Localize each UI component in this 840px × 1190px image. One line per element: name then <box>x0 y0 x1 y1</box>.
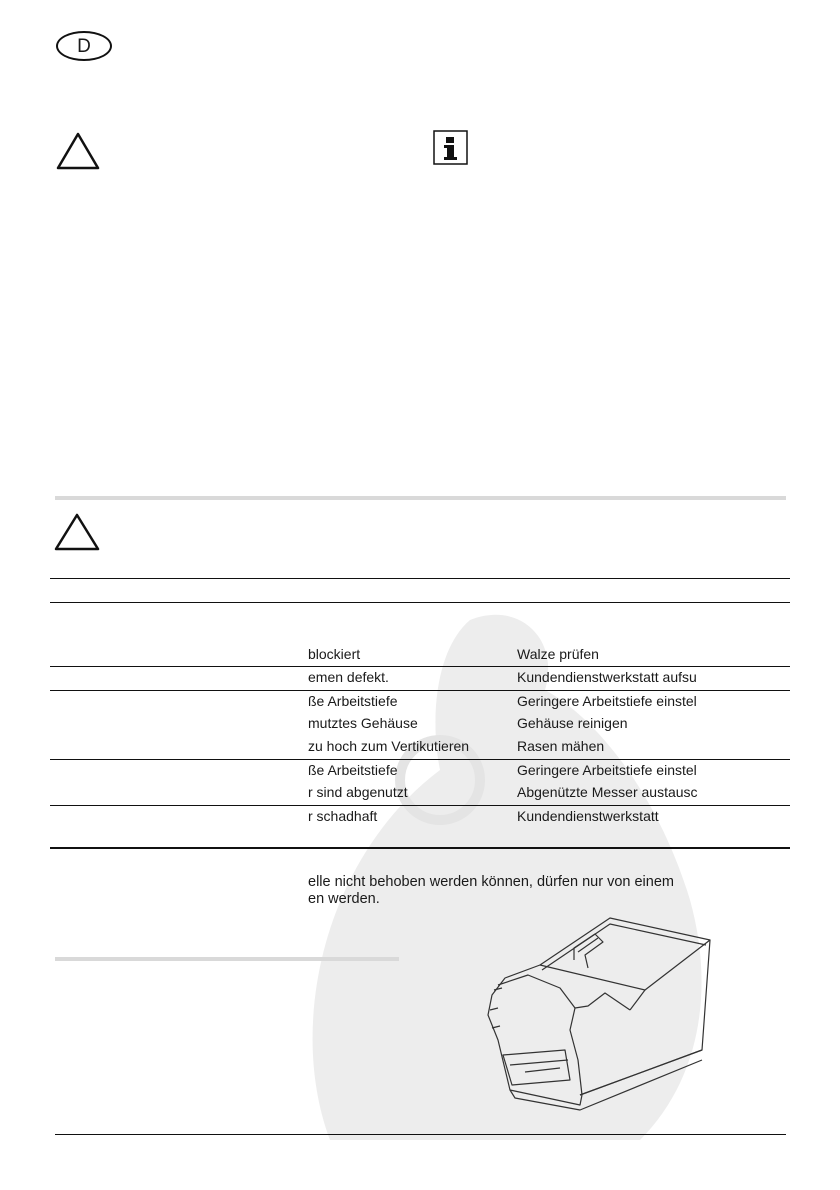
table-bottom-rule <box>50 847 790 849</box>
table-cell-problem: ße Arbeitstiefe <box>308 693 398 709</box>
table-cell-problem: r sind abgenutzt <box>308 784 408 800</box>
table-cell-problem: emen defekt. <box>308 669 389 685</box>
table-cell-remedy: Kundendienstwerkstatt <box>517 808 659 824</box>
section-divider <box>55 496 786 500</box>
service-note <box>308 874 738 908</box>
table-cell-remedy: Rasen mähen <box>517 738 605 754</box>
table-cell-problem: blockiert <box>308 646 361 662</box>
service-note-line: elle nicht behoben werden können, dürfen nur von einem <box>308 874 674 890</box>
service-note-line: en werden. <box>308 891 380 907</box>
info-icon <box>433 130 468 165</box>
language-badge <box>56 31 112 61</box>
table-cell-remedy: Gehäuse reinigen <box>517 715 628 731</box>
table-cell-remedy: Abgenützte Messer austausc <box>517 784 698 800</box>
table-top-rule <box>50 578 790 579</box>
table-header-rule <box>50 602 790 603</box>
table-cell-problem: r schadhaft <box>308 808 378 824</box>
table-cell-problem: mutztes Gehäuse <box>308 715 418 731</box>
table-cell-remedy: Walze prüfen <box>517 646 599 662</box>
table-cell-remedy: Geringere Arbeitstiefe einstel <box>517 762 697 778</box>
table-row-divider <box>50 759 790 760</box>
table-cell-problem: zu hoch zum Vertikutieren <box>308 738 470 754</box>
table-row-divider <box>50 666 790 667</box>
grass-catcher-illustration <box>470 910 730 1115</box>
warning-triangle-icon <box>53 512 101 552</box>
table-row-divider <box>50 690 790 691</box>
subsection-divider <box>55 957 399 961</box>
language-badge-label: D <box>77 35 91 57</box>
table-cell-remedy: Geringere Arbeitstiefe einstel <box>517 693 697 709</box>
table-cell-problem: ße Arbeitstiefe <box>308 762 398 778</box>
table-cell-remedy: Kundendienstwerkstatt aufsu <box>517 669 697 685</box>
footer-rule <box>55 1134 786 1135</box>
table-row-divider <box>50 805 790 806</box>
warning-triangle-icon <box>55 131 101 171</box>
